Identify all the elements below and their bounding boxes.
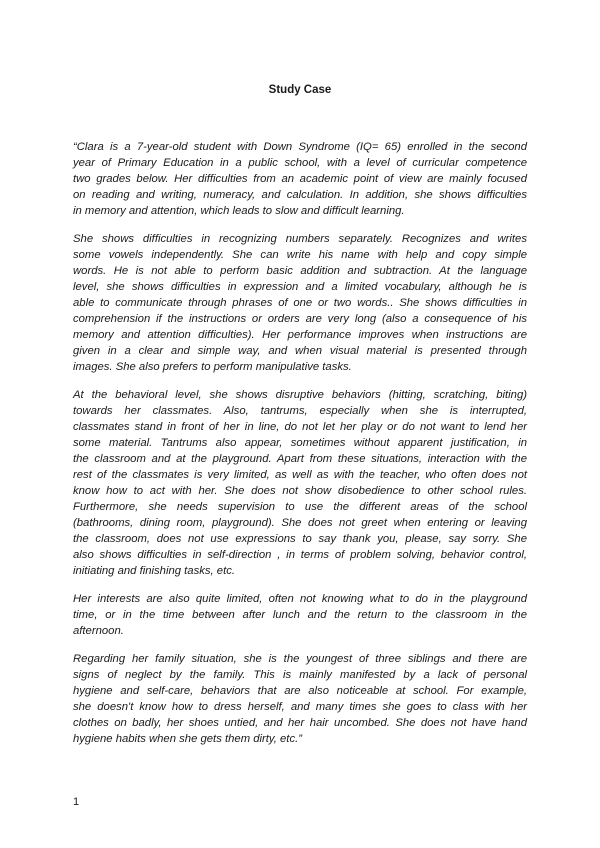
- text-line: Regarding her family situation, she is the youngest of three siblings and there are: [73, 653, 527, 665]
- text-line: images. She also prefers to perform manipulative tasks.: [73, 361, 352, 373]
- text-line: on reading and writing, numeracy, and calculation. In addition, she shows difficulties: [73, 189, 527, 201]
- text-line: clothes on badly, her shoes untied, and her hair uncombed. She does not have hand: [73, 717, 527, 729]
- text-line: in memory and attention, which leads to slow and difficult learning.: [73, 205, 405, 217]
- paragraph: [73, 591, 527, 639]
- paragraph: [73, 231, 527, 375]
- text-line: know how to act with her. She does not show disobedience to other school rules.: [73, 485, 527, 497]
- text-line: afternoon.: [73, 625, 124, 637]
- paragraph: [73, 139, 527, 219]
- text-line: rest of the classmates is very limited, as well as with the teacher, who often does not: [73, 469, 527, 481]
- text-line: year of Primary Education in a public school, with a level of curricular competence: [73, 157, 527, 169]
- text-line: “Clara is a 7-year-old student with Down Syndrome (IQ= 65) enrolled in the second: [73, 141, 527, 153]
- text-line: Furthermore, she needs supervision to use the different areas of the school: [73, 501, 527, 513]
- text-line: level, she shows difficulties in expression and a limited vocabulary, although he is: [73, 281, 527, 293]
- text-line: she doesn't know how to dress herself, and many times she goes to class with her: [73, 701, 527, 713]
- document-body: [73, 139, 527, 759]
- text-line: hygiene and self-care, behaviors that are also noticeable at school. For example,: [73, 685, 527, 697]
- paragraph: [73, 387, 527, 579]
- text-line: some material. Tantrums also appear, sometimes without apparent justification, in: [73, 437, 527, 449]
- text-line: the classroom, does not use expressions to say thank you, please, say sorry. She: [73, 533, 527, 545]
- text-line: some vowels independently. She can write his name with help and copy simple: [73, 249, 527, 261]
- text-line: signs of neglect by the family. This is mainly manifested by a lack of personal: [73, 669, 527, 681]
- text-line: two grades below. Her difficulties from an academic point of view are mainly focused: [73, 173, 527, 185]
- text-line: given in a clear and simple way, and when visual material is presented through: [73, 345, 527, 357]
- text-line: initiating and finishing tasks, etc.: [73, 565, 236, 577]
- text-line: At the behavioral level, she shows disruptive behaviors (hitting, scratching, biting): [73, 389, 527, 401]
- text-line: the classroom and at the playground. Apart from these situations, interaction with the: [73, 453, 527, 465]
- text-line: words. He is not able to perform basic addition and subtraction. At the language: [73, 265, 527, 277]
- text-line: able to communicate through phrases of one or two words.. She shows difficulties in: [73, 297, 527, 309]
- text-line: also shows difficulties in self-direction , in terms of problem solving, behavior control,: [73, 549, 527, 561]
- text-line: comprehension if the instructions or orders are very long (also a consequence of his: [73, 313, 527, 325]
- text-line: memory and attention difficulties). Her performance improves when instructions are: [73, 329, 527, 341]
- text-line: time, or in the time between after lunch and the return to the classroom in the: [73, 609, 527, 621]
- text-line: classmates stand in front of her in line, do not let her play or do not want to lend her: [73, 421, 527, 433]
- text-line: towards her classmates. Also, tantrums, especially when she is interrupted,: [73, 405, 527, 417]
- text-line: Her interests are also quite limited, often not knowing what to do in the playground: [73, 593, 527, 605]
- paragraph: [73, 651, 527, 747]
- text-line: She shows difficulties in recognizing numbers separately. Recognizes and writes: [73, 233, 527, 245]
- text-line: (bathrooms, dining room, playground). She does not greet when entering or leaving: [73, 517, 527, 529]
- page-number: 1: [73, 796, 80, 808]
- document-title: Study Case: [268, 84, 332, 96]
- text-line: hygiene habits when she gets them dirty, etc.”: [73, 733, 302, 745]
